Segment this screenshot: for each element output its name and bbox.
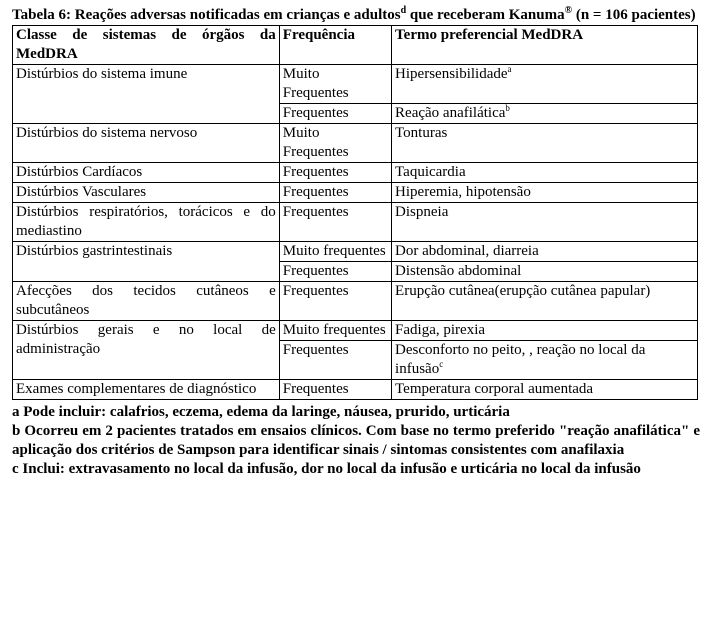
- table-header-row: [13, 26, 698, 65]
- header-classe: Classe de sistemas de órgãos da MedDRA: [13, 26, 280, 65]
- cell-frequencia: Muito frequentes: [279, 321, 391, 341]
- footnote-c: c Inclui: extravasamento no local da infusão, dor no local da infusão e urticária no local da infusão: [12, 461, 641, 477]
- cell-classe: Exames complementares de diagnóstico: [13, 380, 280, 400]
- table-row: [13, 163, 698, 183]
- cell-frequencia: Frequentes: [279, 163, 391, 183]
- cell-termo: Distensão abdominal: [392, 262, 698, 282]
- cell-classe: Distúrbios respiratórios, torácicos e do mediastino: [13, 203, 280, 242]
- footnotes: [12, 403, 700, 479]
- cell-termo: Dor abdominal, diarreia: [392, 242, 698, 262]
- cell-classe: Distúrbios Vasculares: [13, 183, 280, 203]
- cell-classe: Distúrbios Cardíacos: [13, 163, 280, 183]
- table-row: [13, 321, 698, 341]
- cell-termo: Fadiga, pirexia: [392, 321, 698, 341]
- cell-classe: Distúrbios do sistema imune: [13, 65, 280, 124]
- adverse-reactions-table: [12, 25, 698, 400]
- footnote-a: a Pode incluir: calafrios, eczema, edema da laringe, náusea, prurido, urticária: [12, 404, 510, 420]
- cell-frequencia: Muito Frequentes: [279, 124, 391, 163]
- cell-classe: Distúrbios do sistema nervoso: [13, 124, 280, 163]
- cell-frequencia: Frequentes: [279, 203, 391, 242]
- cell-frequencia: Frequentes: [279, 262, 391, 282]
- cell-frequencia: Frequentes: [279, 282, 391, 321]
- cell-termo: Reação anafilática$^b$: [392, 104, 698, 124]
- cell-frequencia: Frequentes: [279, 104, 391, 124]
- cell-termo: Taquicardia: [392, 163, 698, 183]
- table-row: [13, 380, 698, 400]
- table-row: [13, 242, 698, 262]
- table-row: [13, 183, 698, 203]
- table-row: [13, 65, 698, 104]
- document: [12, 6, 700, 479]
- cell-termo: Tonturas: [392, 124, 698, 163]
- cell-frequencia: Muito frequentes: [279, 242, 391, 262]
- cell-frequencia: Muito Frequentes: [279, 65, 391, 104]
- table-row: [13, 124, 698, 163]
- cell-classe: Distúrbios gastrintestinais: [13, 242, 280, 282]
- cell-termo: Erupção cutânea(erupção cutânea papular): [392, 282, 698, 321]
- cell-termo: Temperatura corporal aumentada: [392, 380, 698, 400]
- cell-frequencia: Frequentes: [279, 183, 391, 203]
- cell-termo: Hiperemia, hipotensão: [392, 183, 698, 203]
- cell-classe: Afecções dos tecidos cutâneos e subcutâneos: [13, 282, 280, 321]
- table-row: [13, 282, 698, 321]
- cell-termo: Desconforto no peito, , reação no local da infusão$^c$: [392, 341, 698, 380]
- table-caption: Tabela 6: Reações adversas notificadas em crianças e adultos$^d$ que receberam Kanuma® (n = 106 pacientes): [12, 5, 696, 23]
- cell-termo: Dispneia: [392, 203, 698, 242]
- cell-frequencia: Frequentes: [279, 380, 391, 400]
- header-termo: Termo preferencial MedDRA: [392, 26, 698, 65]
- footnote-b: b Ocorreu em 2 pacientes tratados em ensaios clínicos. Com base no termo preferido "reação anafilática" e aplicação dos critérios de Sampson para identificar sinais / sintomas consistentes com anafilaxia: [12, 423, 700, 458]
- cell-classe: Distúrbios gerais e no local de administração: [13, 321, 280, 380]
- header-frequencia: Frequência: [279, 26, 391, 65]
- cell-termo: Hipersensibilidade$^a$: [392, 65, 698, 104]
- cell-frequencia: Frequentes: [279, 341, 391, 380]
- table-row: [13, 203, 698, 242]
